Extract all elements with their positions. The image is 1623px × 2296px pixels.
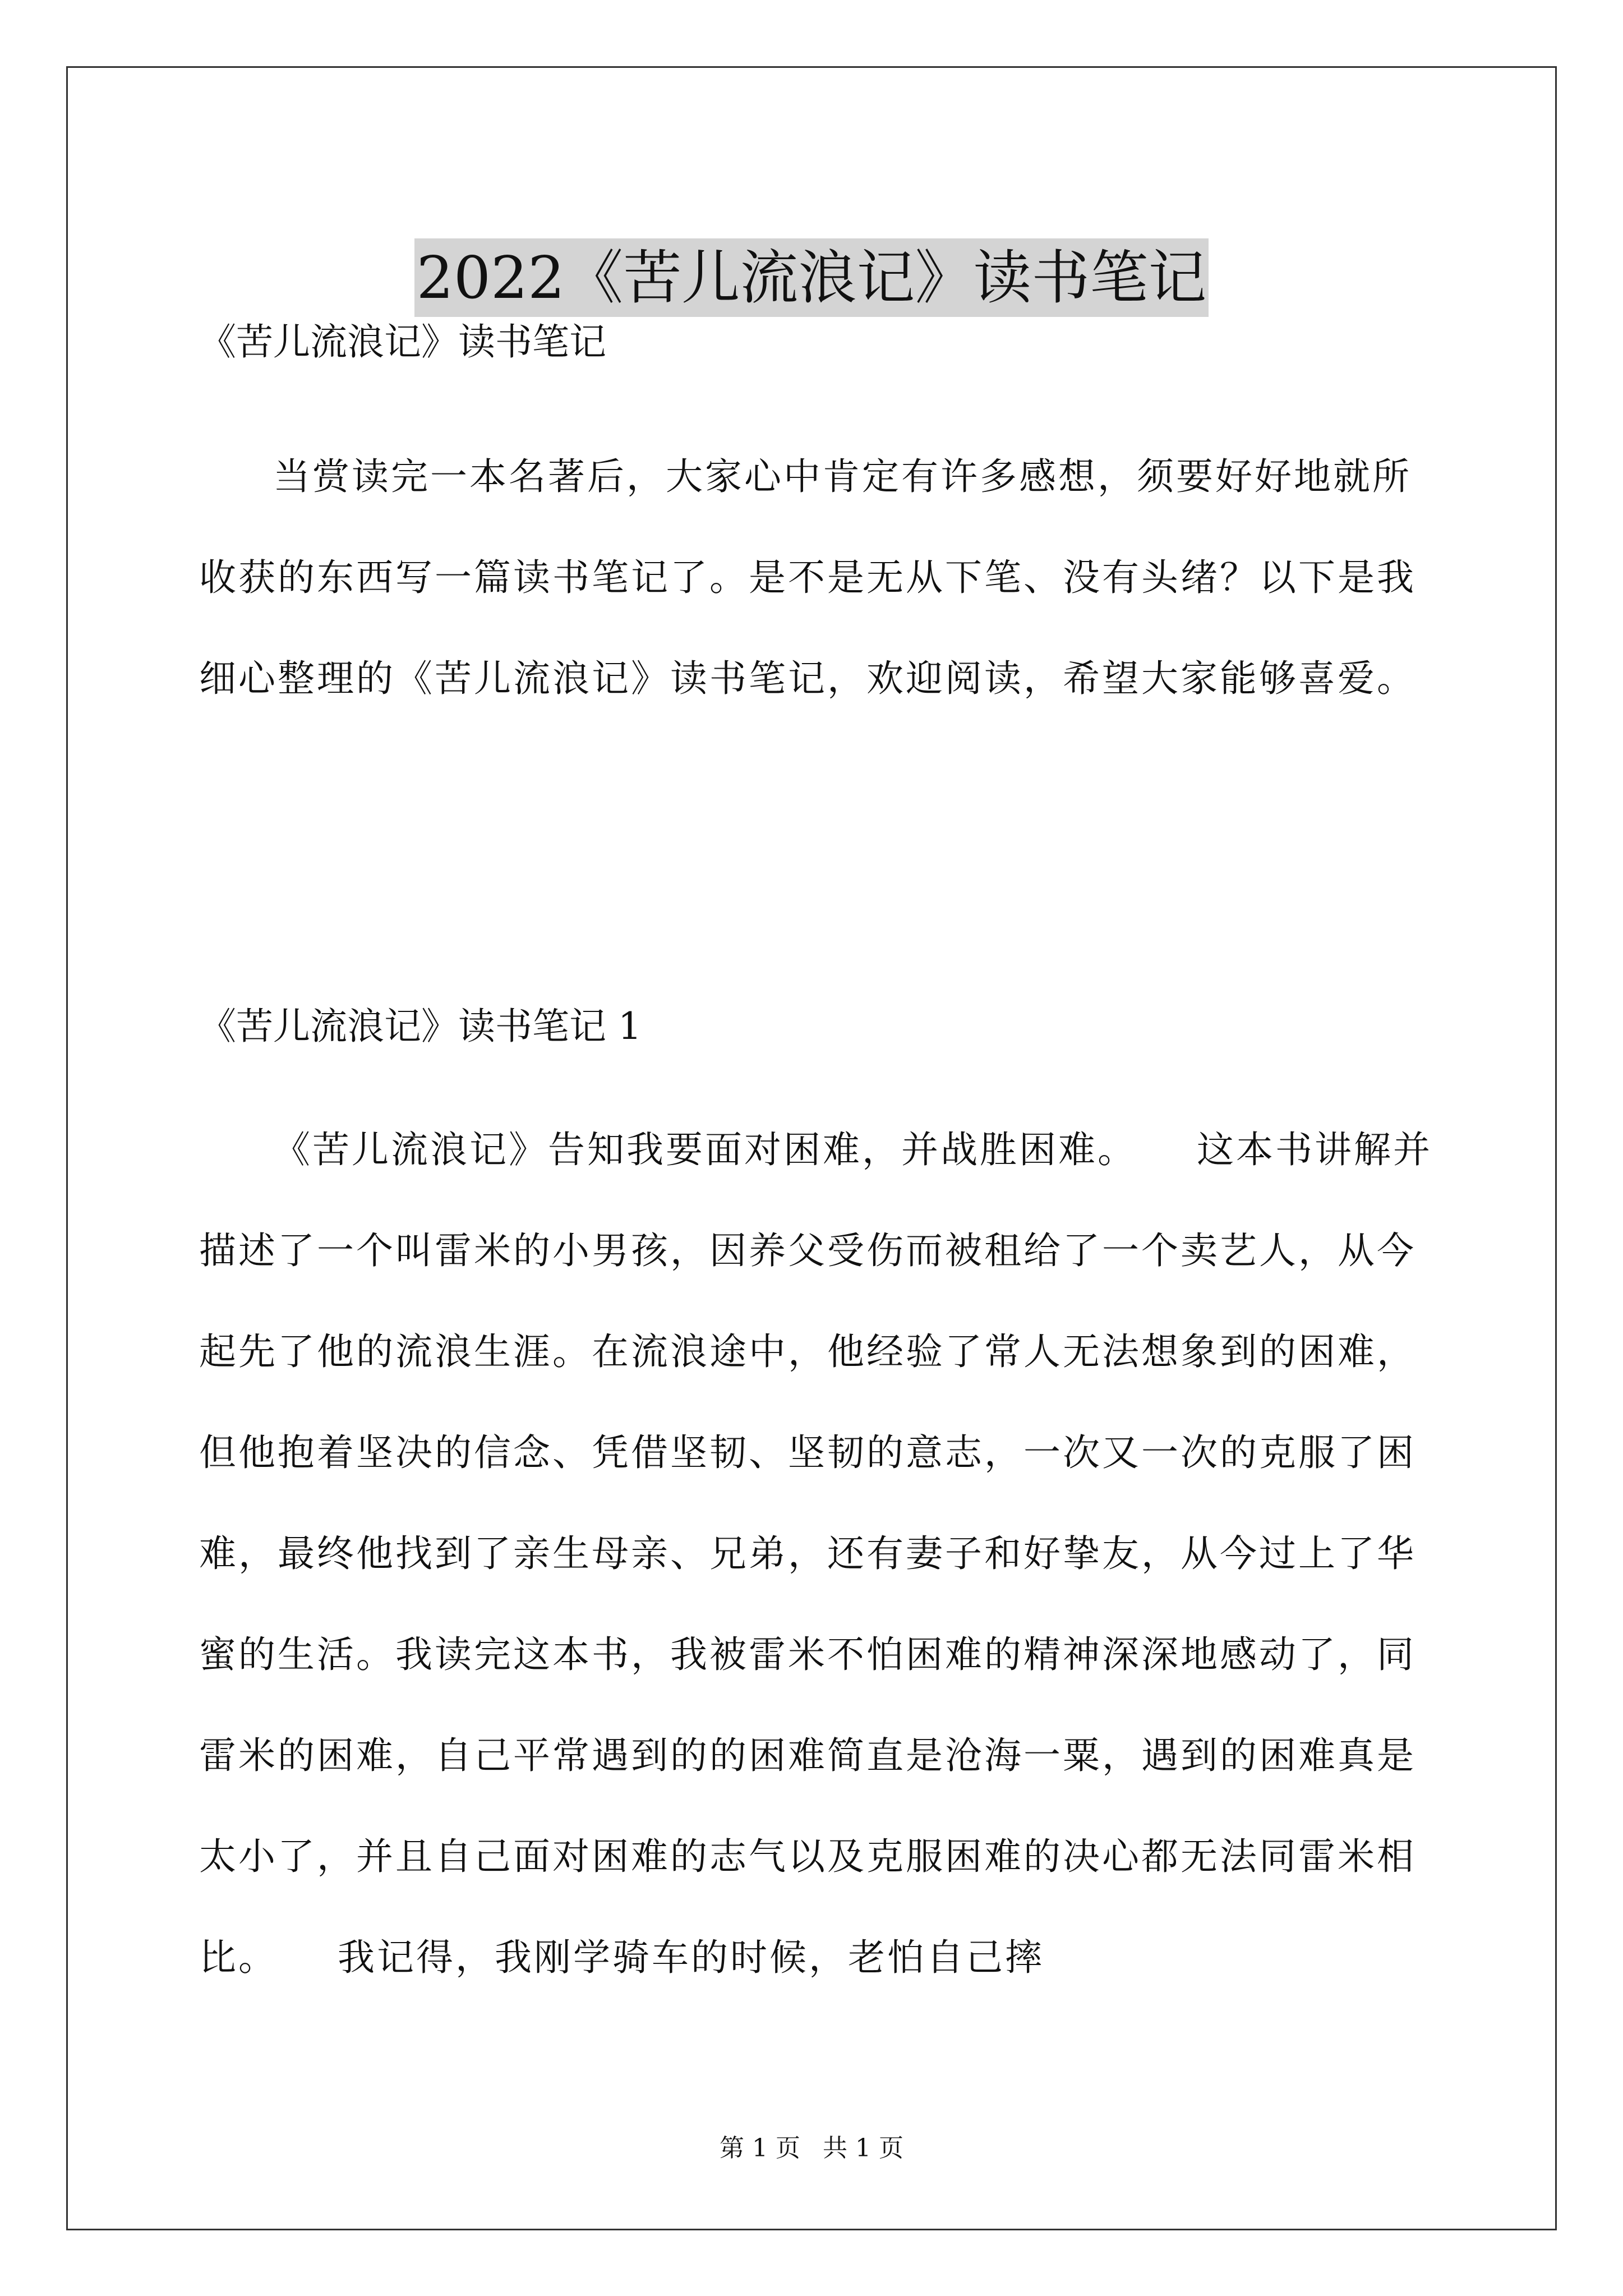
- page-number-total: 共 1 页: [823, 2134, 903, 2162]
- section-paragraph: 《苦儿流浪记》告知我要面对困难，并战胜困难。 这本书讲解并描述了一个叫雷米的小男孩，因养父受伤而被租给了一个卖艺人，从今起先了他的流浪生涯。在流浪途中，他经验了常人无法想象到的困难，但他抱着坚决的信念、凭借坚韧、坚韧的意志，一次又一次的克服了困难，最终他找到了亲生母亲、兄弟，还有妻子和好挚友，从今过上了华蜜的生活。我读完这本书，我被雷米不怕困难的精神深深地感动了，同雷米的困难，自己平常遇到的的困难简直是沧海一粟，遇到的困难真是太小了，并且自己面对困难的志气以及克服困难的决心都无法同雷米相比。 我记得，我刚学骑车的时候，老怕自己摔: [199, 1128, 1432, 1979]
- page-number-current: 第 1 页: [720, 2134, 800, 2162]
- section-heading: 《苦儿流浪记》读书笔记 1: [199, 1005, 642, 1048]
- document-title: 2022《苦儿流浪记》读书笔记: [414, 238, 1209, 317]
- intro-paragraph: 当赏读完一本名著后，大家心中肯定有许多感想，须要好好地就所收获的东西写一篇读书笔记了。是不是无从下笔、没有头绪？以下是我细心整理的《苦儿流浪记》读书笔记，欢迎阅读，希望大家能够喜爱。: [199, 455, 1416, 700]
- page-footer: [0, 2132, 1623, 2165]
- section-block: [199, 1099, 1438, 2008]
- intro-block: [199, 426, 1438, 729]
- subtitle-block: [199, 314, 1438, 370]
- section-heading-block: [199, 999, 1438, 1055]
- document-subtitle: 《苦儿流浪记》读书笔记: [199, 320, 606, 364]
